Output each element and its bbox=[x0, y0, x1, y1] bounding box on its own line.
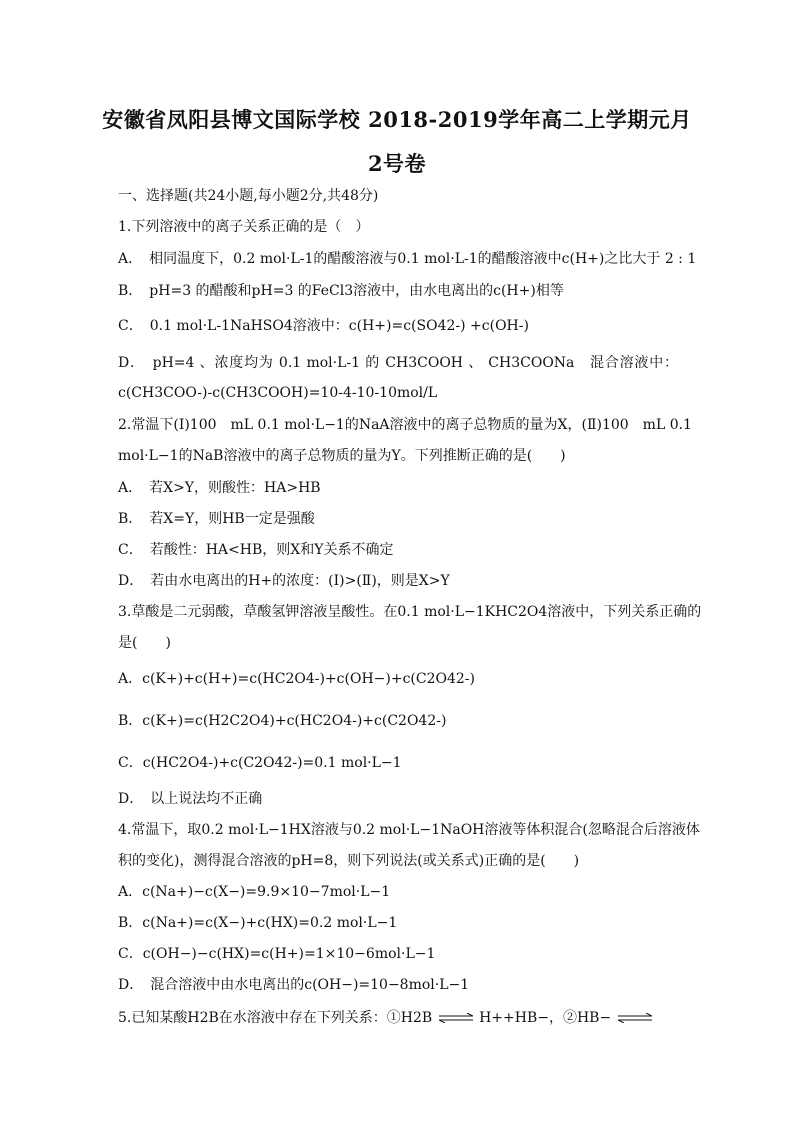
question-3-option-d: D． 以上说法均不正确 bbox=[118, 791, 263, 807]
question-5-stem-mid: H++HB−，②HB− bbox=[479, 1010, 612, 1026]
question-2-stem-line2: mol·L−1的NaB溶液中的离子总物质的量为Y。下列推断正确的是( ) bbox=[118, 448, 566, 464]
question-2-option-c: C． 若酸性：HA<HB，则X和Y关系不确定 bbox=[118, 542, 394, 558]
question-1-option-b: B． pH=3 的醋酸和pH=3 的FeCl3溶液中，由水电离出的c(H+)相等 bbox=[118, 283, 564, 299]
question-1-stem: 1.下列溶液中的离子关系正确的是（ ） bbox=[118, 219, 370, 235]
question-2-stem-line1: 2.常温下(Ⅰ)100 mL 0.1 mol·L−1的NaA溶液中的离子总物质的量为X，(Ⅱ)100 mL 0.1 bbox=[118, 417, 692, 433]
question-4-stem-line1: 4.常温下，取0.2 mol·L−1HX溶液与0.2 mol·L−1NaOH溶液等体积混合(忽略混合后溶液体 bbox=[118, 822, 700, 838]
section-heading: 一、选择题(共24小题,每小题2分,共48分) bbox=[118, 188, 379, 204]
document-title-line2: 2号卷 bbox=[367, 151, 427, 176]
question-2-option-b: B． 若X=Y，则HB一定是强酸 bbox=[118, 511, 315, 527]
question-1-option-d-line2: c(CH3COO-)-c(CH3COOH)=10-4-10-10mol/L bbox=[118, 385, 438, 401]
question-3-stem-line2: 是( ) bbox=[118, 635, 171, 651]
question-4-option-a: A．c(Na+)−c(X−)=9.9×10−7mol·L−1 bbox=[118, 884, 391, 900]
question-5-stem bbox=[118, 1009, 678, 1027]
question-4-option-b: B．c(Na+)=c(X−)+c(HX)=0.2 mol·L−1 bbox=[118, 915, 398, 931]
question-4-option-c: C．c(OH−)−c(HX)=c(H+)=1×10−6mol·L−1 bbox=[118, 946, 436, 962]
question-3-option-b: B．c(K+)=c(H2C2O4)+c(HC2O4-)+c(C2O42-) bbox=[118, 713, 447, 729]
question-2-option-a: A． 若X>Y，则酸性：HA>HB bbox=[118, 480, 321, 496]
equilibrium-arrow-icon bbox=[439, 1013, 473, 1023]
equilibrium-arrow-icon bbox=[618, 1013, 652, 1023]
question-1-option-d-line1: D． pH=4 、浓度均为 0.1 mol·L-1 的 CH3COOH 、 CH3COONa 混合溶液中： bbox=[118, 355, 678, 371]
question-3-option-a: A．c(K+)+c(H+)=c(HC2O4-)+c(OH−)+c(C2O42-) bbox=[118, 671, 475, 687]
question-3-stem-line1: 3.草酸是二元弱酸，草酸氢钾溶液呈酸性。在0.1 mol·L−1KHC2O4溶液中，下列关系正确的 bbox=[118, 604, 702, 620]
document-title-line1: 安徽省凤阳县博文国际学校 2018-2019学年高二上学期元月 bbox=[102, 107, 692, 132]
question-5-stem-text: 5.已知某酸H2B在水溶液中存在下列关系：①H2B bbox=[118, 1010, 433, 1026]
question-4-stem-line2: 积的变化)，测得混合溶液的pH=8，则下列说法(或关系式)正确的是( ) bbox=[118, 853, 580, 869]
question-1-option-a: A． 相同温度下，0.2 mol·L-1的醋酸溶液与0.1 mol·L-1的醋酸溶液中c(H+)之比大于 2 : 1 bbox=[118, 251, 697, 267]
question-2-option-d: D． 若由水电离出的H+的浓度：(Ⅰ)>(Ⅱ)，则是X>Y bbox=[118, 573, 450, 589]
question-4-option-d: D． 混合溶液中由水电离出的c(OH−)=10−8mol·L−1 bbox=[118, 977, 470, 993]
question-3-option-c: C．c(HC2O4-)+c(C2O42-)=0.1 mol·L−1 bbox=[118, 755, 402, 771]
question-1-option-c: C． 0.1 mol·L-1NaHSO4溶液中：c(H+)=c(SO42-) +c(OH-) bbox=[118, 318, 529, 334]
